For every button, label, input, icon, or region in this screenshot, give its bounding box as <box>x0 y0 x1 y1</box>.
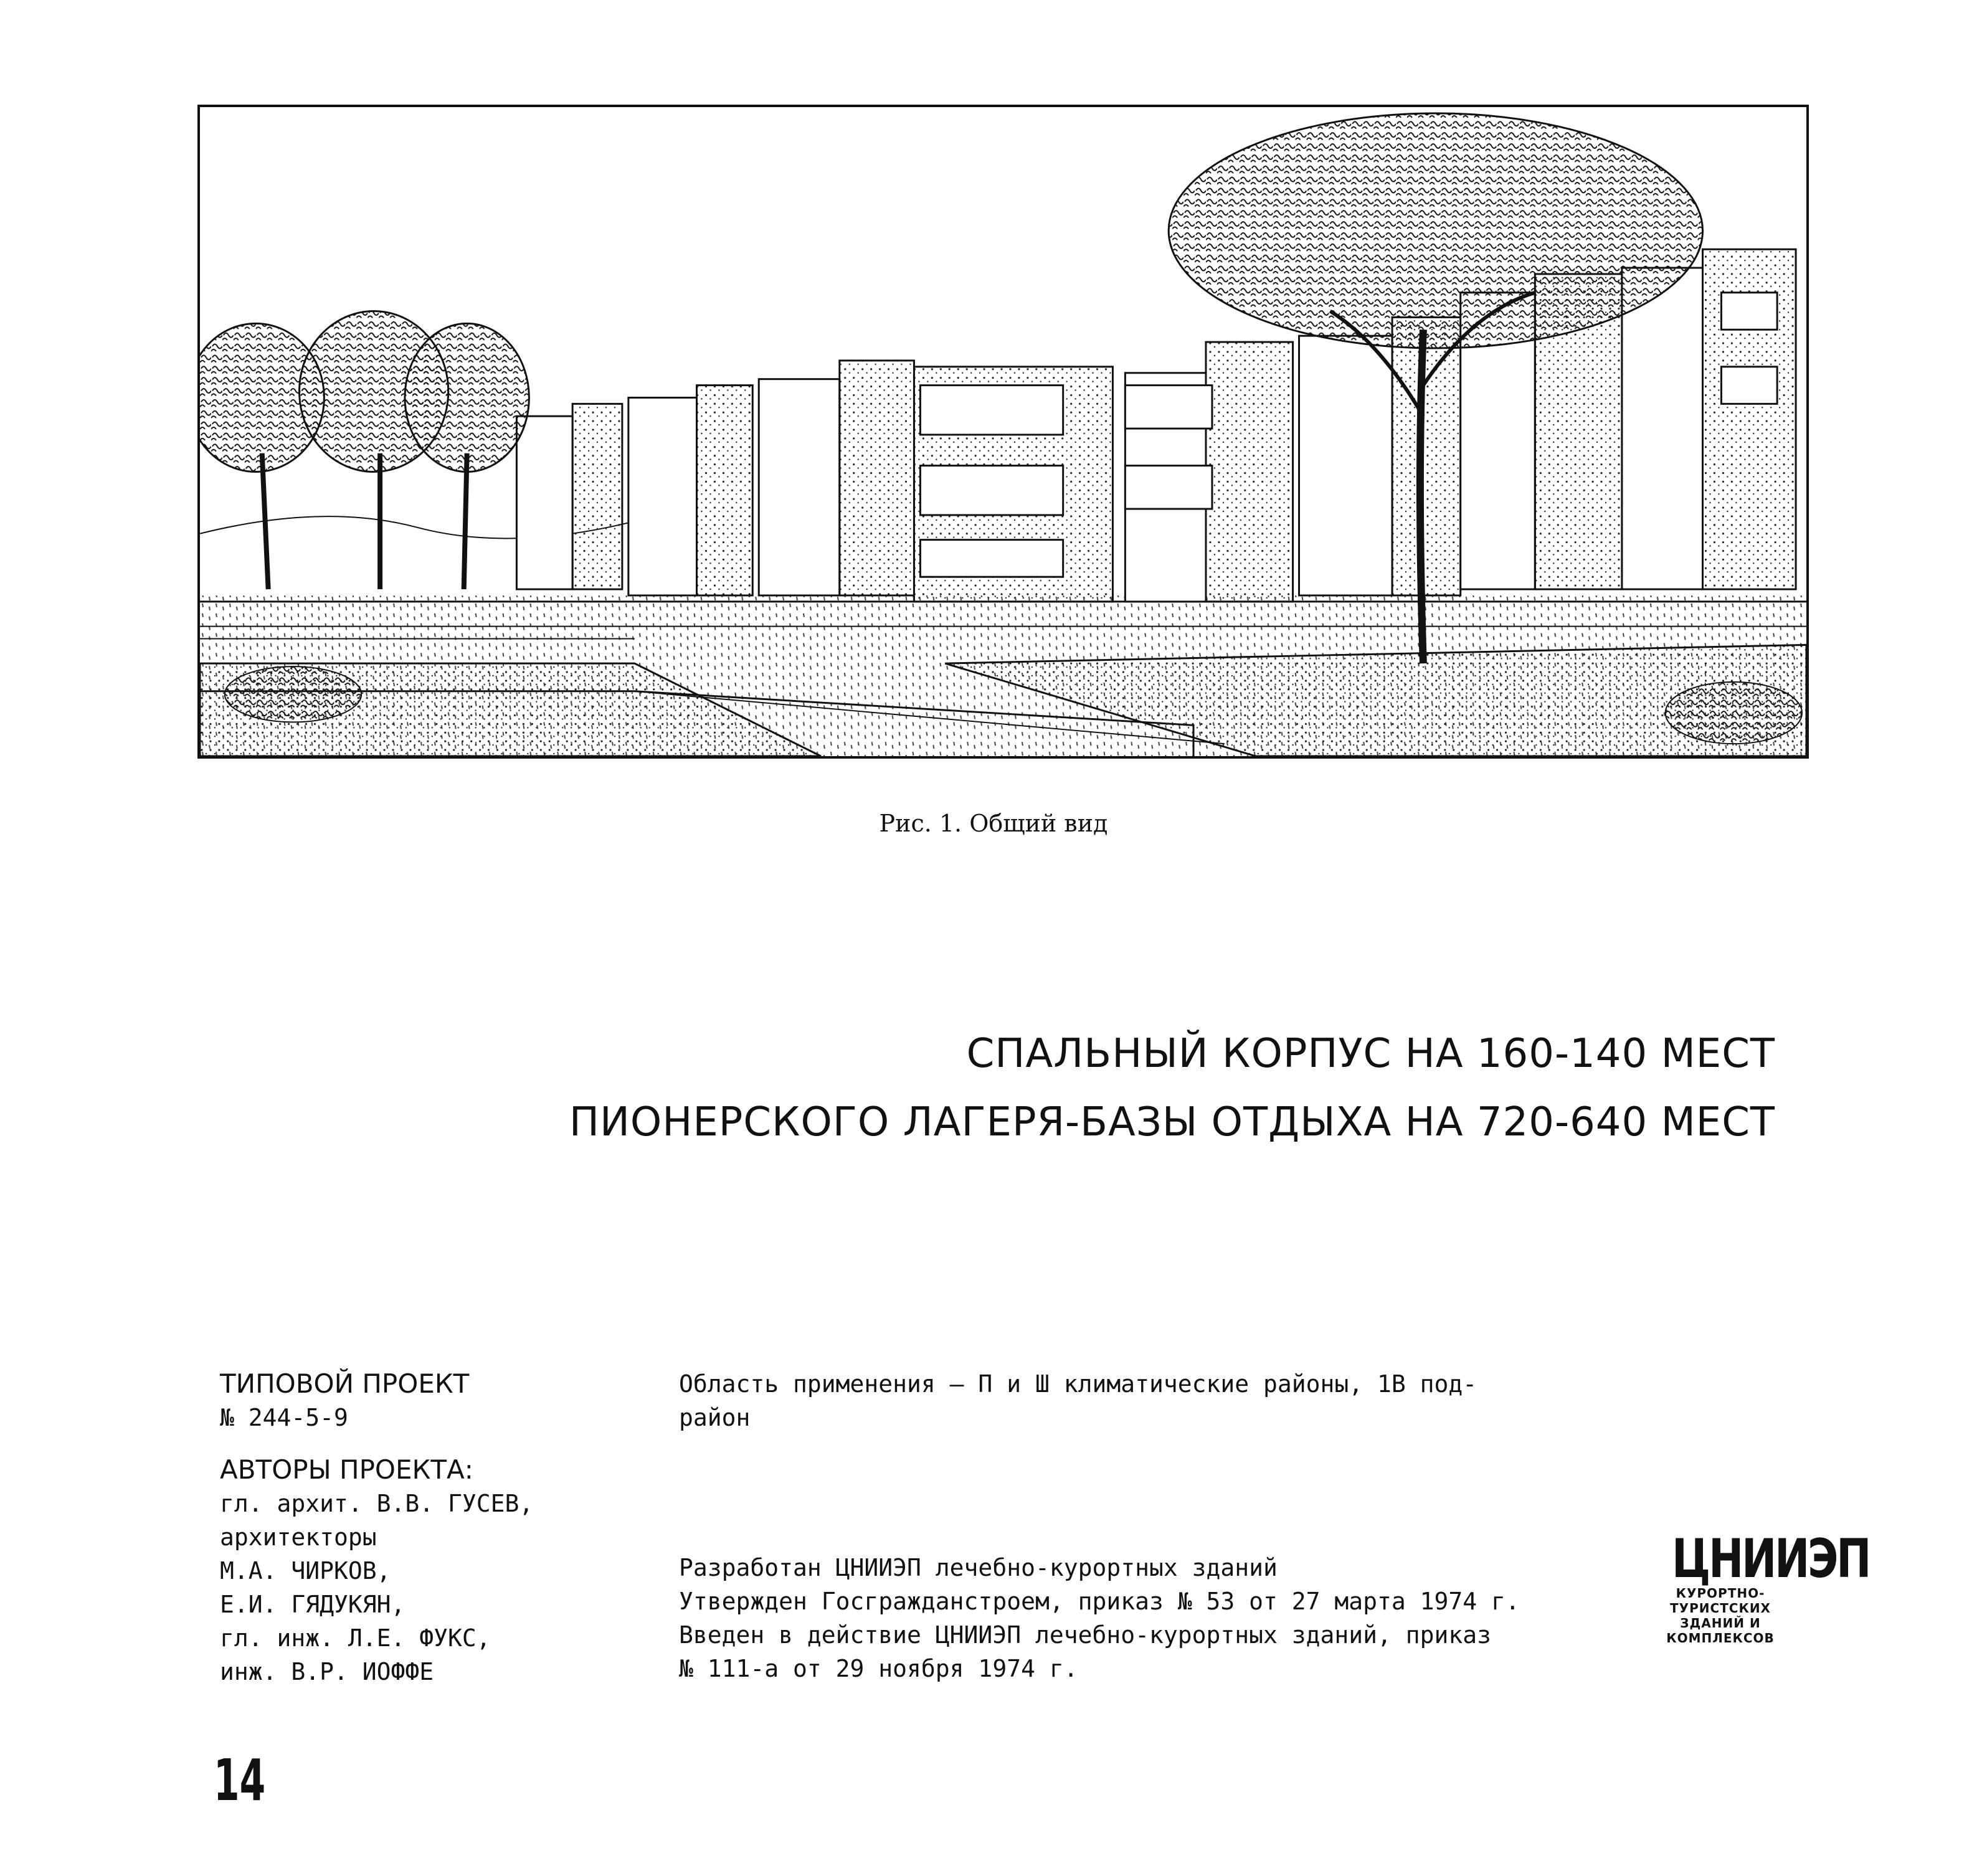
application-line: Область применения – П и Ш климатические районы, 1В под- <box>679 1370 1477 1398</box>
logo-line: КУРОРТНО- <box>1676 1586 1765 1601</box>
document-title-line-1: СПАЛЬНЫЙ КОРПУС НА 160-140 МЕСТ <box>966 1031 1775 1077</box>
institute-logo <box>1658 1528 1870 1646</box>
page-number: 14 <box>214 1747 266 1814</box>
application-area <box>679 1367 1477 1434</box>
figure-caption: Рис. 1. Общий вид <box>879 810 1108 837</box>
document-title-line-2: ПИОНЕРСКОГО ЛАГЕРЯ-БАЗЫ ОТДЫХА НА 720-640 МЕСТ <box>569 1099 1775 1145</box>
ground <box>200 595 1806 756</box>
trees-left <box>200 311 529 589</box>
author-line: М.А. ЧИРКОВ, <box>220 1557 391 1585</box>
logo-line: ТУРИСТСКИХ <box>1670 1601 1771 1616</box>
general-view-illustration <box>197 105 1809 759</box>
development-line: Разработан ЦНИИЭП лечебно-курортных зданий <box>679 1554 1278 1581</box>
project-info <box>220 1367 533 1689</box>
application-line: район <box>679 1404 751 1431</box>
author-line: инж. В.Р. ИОФФЕ <box>220 1658 434 1685</box>
building-perspective-drawing <box>200 107 1806 756</box>
logo-line: ЗДАНИЙ И <box>1680 1616 1761 1631</box>
logo-line: КОМПЛЕКСОВ <box>1666 1631 1775 1646</box>
development-line: Введен в действие ЦНИИЭП лечебно-курортных зданий, приказ <box>679 1621 1492 1649</box>
project-label: ТИПОВОЙ ПРОЕКТ <box>220 1368 470 1399</box>
development-info <box>679 1551 1520 1685</box>
author-line: гл. архит. В.В. ГУСЕВ, <box>220 1490 534 1517</box>
development-line: Утвержден Госгражданстроем, приказ № 53 от 27 марта 1974 г. <box>679 1588 1520 1615</box>
author-line: гл. инж. Л.Е. ФУКС, <box>220 1624 491 1652</box>
author-line: Е.И. ГЯДУКЯН, <box>220 1591 405 1618</box>
authors-heading: АВТОРЫ ПРОЕКТА: <box>220 1454 473 1485</box>
project-number: № 244-5-9 <box>220 1404 348 1431</box>
author-line: архитекторы <box>220 1523 377 1551</box>
logo-mark: ЦНИИЭП <box>1672 1528 1870 1590</box>
development-line: № 111-а от 29 ноября 1974 г. <box>679 1655 1078 1682</box>
